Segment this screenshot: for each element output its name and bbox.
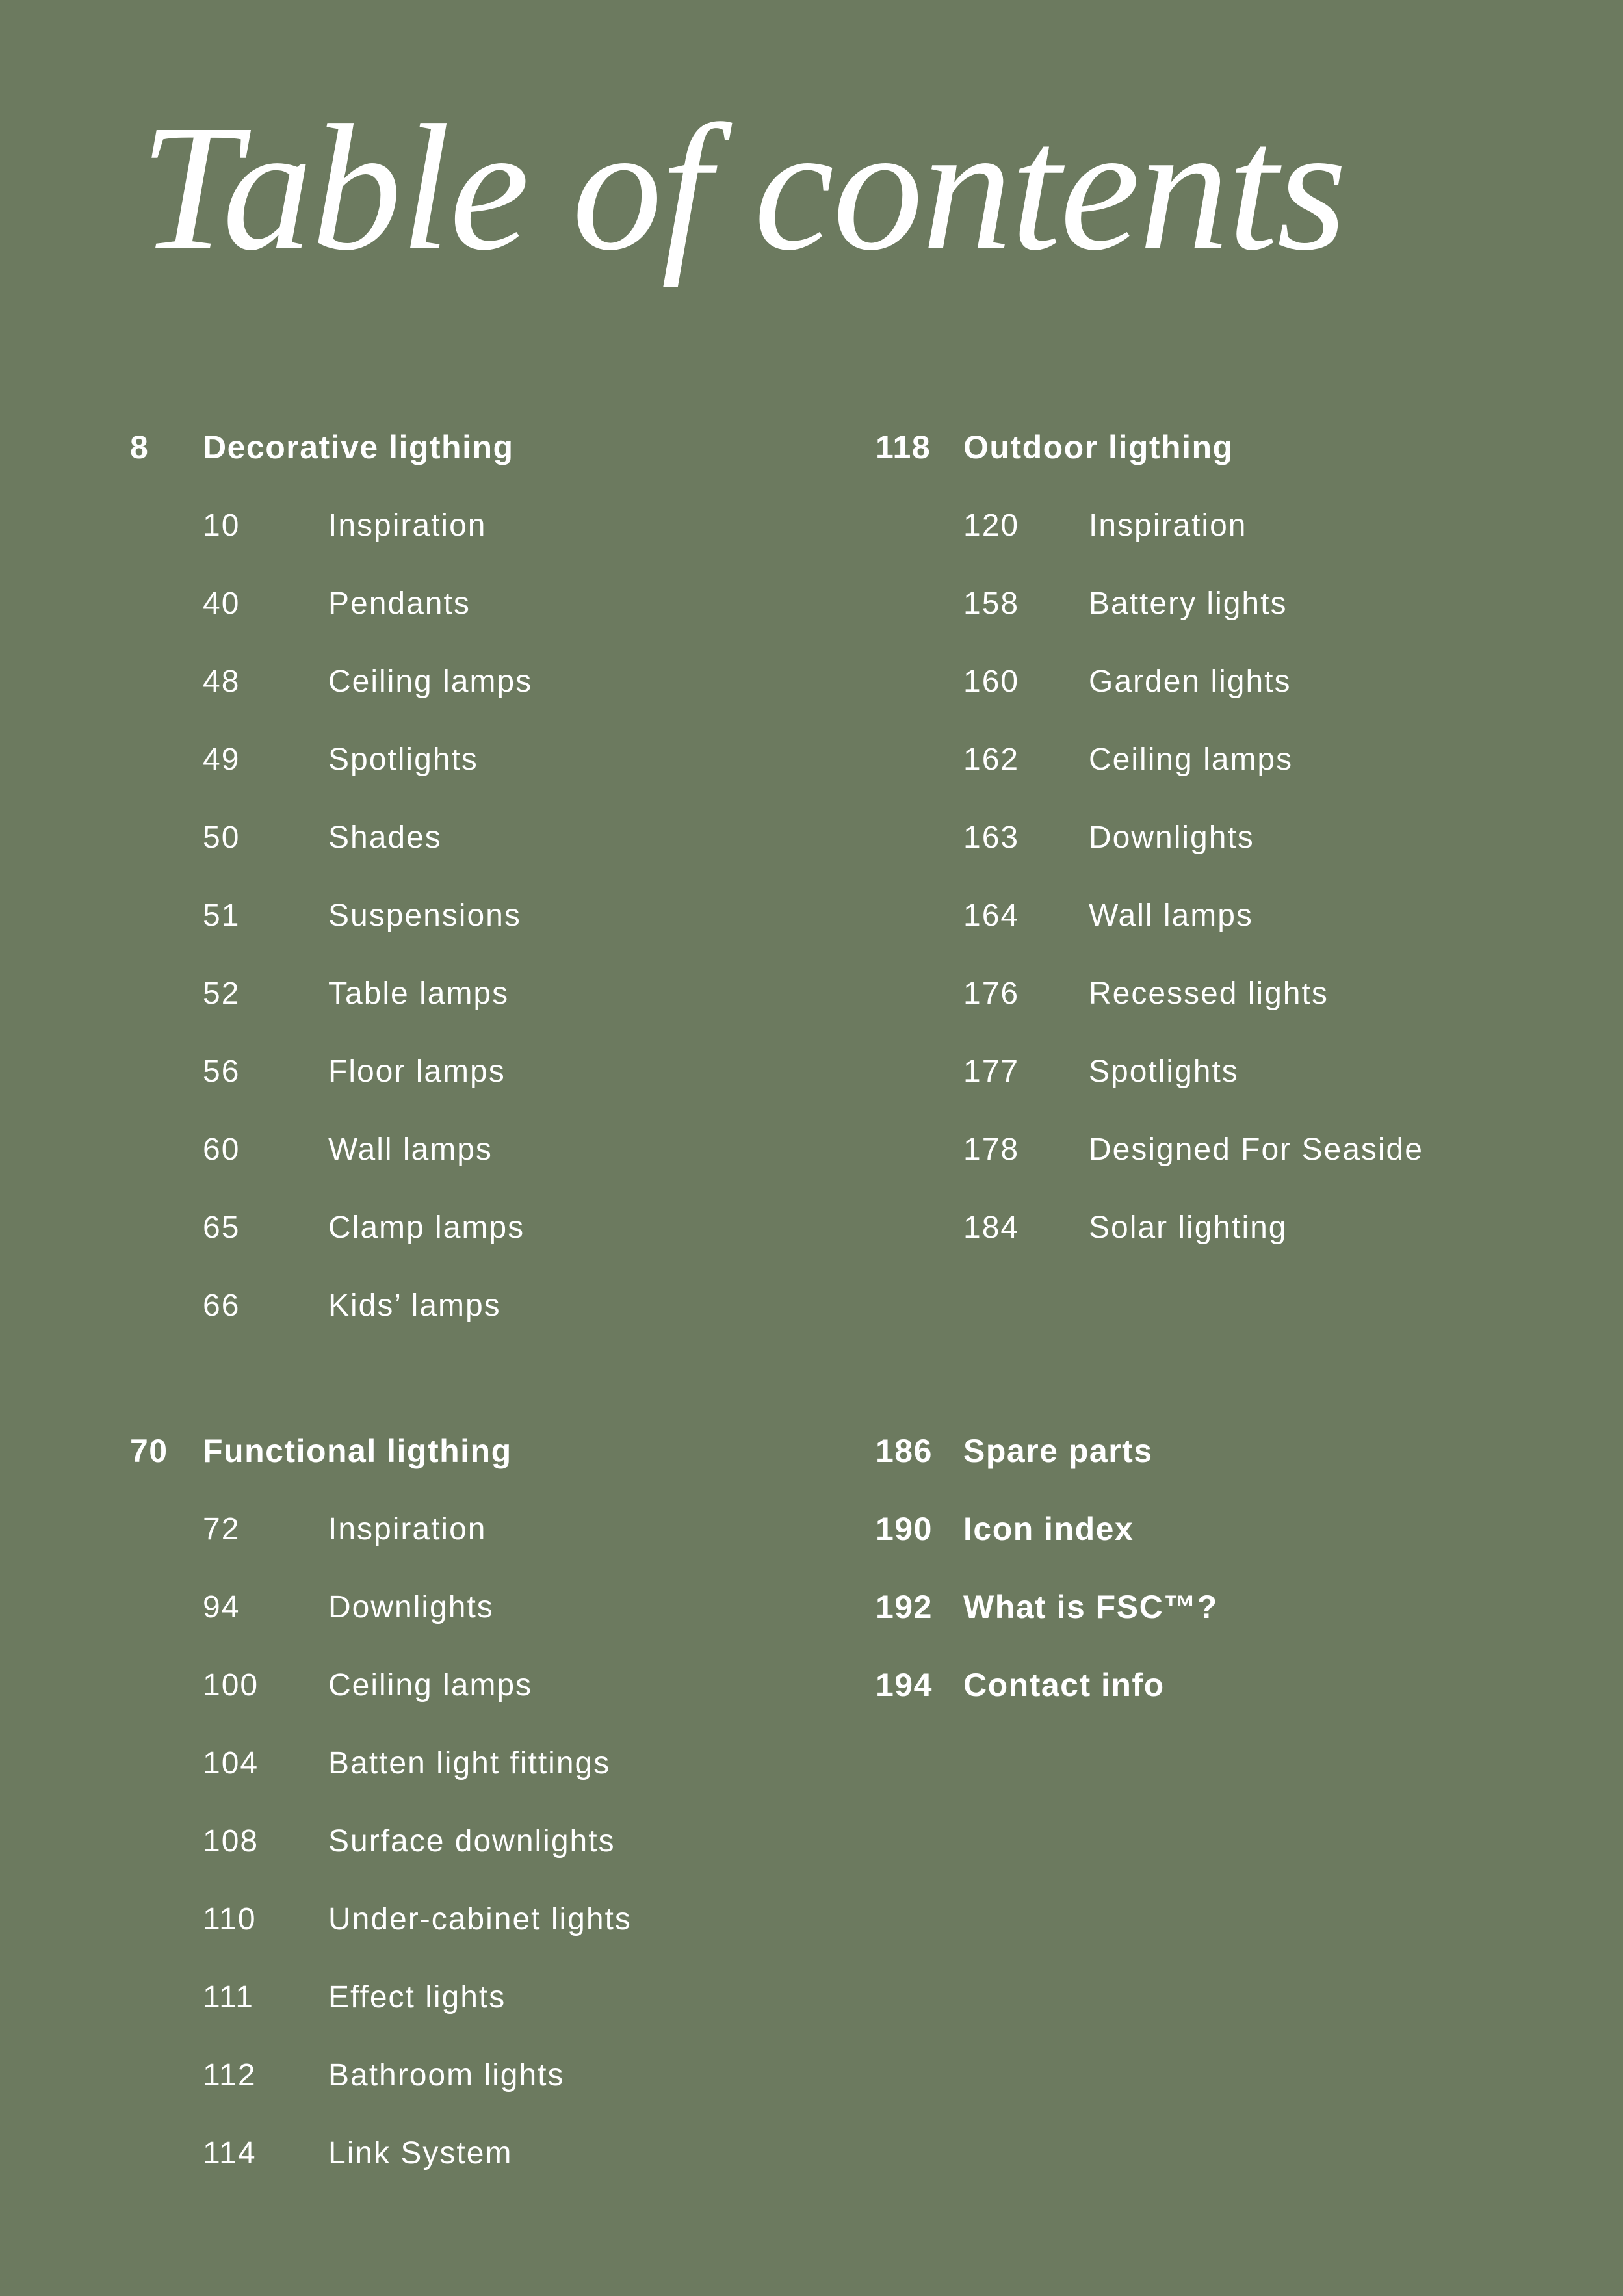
entry-label: Solar lighting [1089, 1210, 1288, 1245]
toc-entry[interactable] [963, 1110, 1423, 1188]
entry-label: Batten light fittings [328, 1745, 611, 1781]
toc-entry[interactable] [203, 1880, 632, 1958]
toc-entry[interactable] [203, 1032, 532, 1110]
section-heading-decorative[interactable] [130, 408, 532, 486]
entry-page-number: 112 [203, 2057, 257, 2093]
toc-entry[interactable] [963, 486, 1423, 564]
section-page-number: 190 [876, 1511, 933, 1547]
entry-page-number: 158 [963, 586, 1020, 621]
entry-label: Under-cabinet lights [328, 1901, 632, 1937]
section-heading-spare-parts[interactable] [876, 1412, 1218, 1490]
entry-page-number: 108 [203, 1823, 259, 1859]
entry-label: Ceiling lamps [328, 1667, 533, 1702]
section-items [130, 1490, 632, 2192]
toc-entry[interactable] [203, 1266, 532, 1344]
entry-page-number: 60 [203, 1132, 240, 1167]
section-title: Decorative ligthing [203, 429, 514, 465]
toc-entry[interactable] [203, 1958, 632, 2036]
entry-page-number: 163 [963, 820, 1020, 855]
entry-label: Spotlights [328, 742, 478, 777]
entry-page-number: 100 [203, 1667, 259, 1702]
entry-label: Designed For Seaside [1089, 1132, 1423, 1167]
entry-label: Ceiling lamps [328, 664, 533, 699]
entry-label: Inspiration [328, 508, 487, 543]
toc-entry[interactable] [203, 1490, 632, 1568]
entry-page-number: 65 [203, 1210, 240, 1245]
entry-page-number: 56 [203, 1054, 240, 1089]
entry-label: Recessed lights [1089, 976, 1329, 1011]
section-functional [130, 1412, 632, 2192]
section-title: What is FSC™? [963, 1589, 1218, 1625]
entry-label: Effect lights [328, 1979, 506, 2015]
entry-label: Suspensions [328, 898, 521, 933]
toc-entry[interactable] [203, 1568, 632, 1646]
entry-page-number: 164 [963, 898, 1020, 933]
section-heading-contact-info[interactable] [876, 1646, 1218, 1724]
toc-entry[interactable] [203, 954, 532, 1032]
entry-page-number: 162 [963, 742, 1020, 777]
entry-label: Spotlights [1089, 1054, 1239, 1089]
toc-entry[interactable] [203, 642, 532, 720]
entry-label: Downlights [328, 1589, 494, 1624]
entry-label: Wall lamps [1089, 898, 1253, 933]
section-heading-functional[interactable] [130, 1412, 632, 1490]
section-heading-icon-index[interactable] [876, 1490, 1218, 1568]
entry-page-number: 49 [203, 742, 240, 777]
entry-page-number: 52 [203, 976, 240, 1011]
page-title: Table of contents [140, 88, 1346, 288]
entry-page-number: 177 [963, 1054, 1020, 1089]
entry-page-number: 72 [203, 1511, 240, 1546]
entry-label: Bathroom lights [328, 2057, 565, 2093]
entry-page-number: 51 [203, 898, 240, 933]
section-page-number: 186 [876, 1433, 933, 1469]
toc-entry[interactable] [963, 642, 1423, 720]
section-page-number: 8 [130, 429, 149, 465]
section-outdoor [876, 408, 1423, 1266]
toc-entry[interactable] [203, 1724, 632, 1802]
entry-label: Link System [328, 2135, 513, 2171]
toc-entry[interactable] [963, 564, 1423, 642]
section-items [876, 486, 1423, 1266]
toc-entry[interactable] [963, 876, 1423, 954]
toc-entry[interactable] [203, 720, 532, 798]
section-title: Functional ligthing [203, 1433, 512, 1469]
toc-entry[interactable] [203, 876, 532, 954]
entry-label: Surface downlights [328, 1823, 616, 1859]
entry-page-number: 94 [203, 1589, 240, 1624]
entry-page-number: 10 [203, 508, 240, 543]
entry-page-number: 104 [203, 1745, 259, 1781]
entry-page-number: 66 [203, 1288, 240, 1323]
toc-entry[interactable] [203, 1646, 632, 1724]
entry-label: Pendants [328, 586, 471, 621]
toc-entry[interactable] [203, 798, 532, 876]
toc-entry[interactable] [963, 720, 1423, 798]
entry-page-number: 184 [963, 1210, 1020, 1245]
section-heading-fsc[interactable] [876, 1568, 1218, 1646]
entry-label: Wall lamps [328, 1132, 493, 1167]
section-title: Contact info [963, 1667, 1165, 1703]
toc-entry[interactable] [203, 2036, 632, 2114]
section-title: Icon index [963, 1511, 1134, 1547]
toc-entry[interactable] [963, 1188, 1423, 1266]
entry-label: Ceiling lamps [1089, 742, 1293, 777]
toc-entry[interactable] [203, 564, 532, 642]
section-title: Spare parts [963, 1433, 1153, 1469]
entry-label: Battery lights [1089, 586, 1288, 621]
entry-page-number: 50 [203, 820, 240, 855]
entry-label: Inspiration [1089, 508, 1247, 543]
entry-label: Clamp lamps [328, 1210, 525, 1245]
section-page-number: 70 [130, 1433, 168, 1469]
entry-label: Table lamps [328, 976, 510, 1011]
entry-label: Kids’ lamps [328, 1288, 501, 1323]
entry-label: Floor lamps [328, 1054, 506, 1089]
entry-page-number: 48 [203, 664, 240, 699]
toc-entry[interactable] [963, 798, 1423, 876]
section-page-number: 192 [876, 1589, 933, 1625]
toc-entry[interactable] [203, 2114, 632, 2192]
section-heading-outdoor[interactable] [876, 408, 1423, 486]
entry-page-number: 40 [203, 586, 240, 621]
entry-page-number: 111 [203, 1979, 254, 2015]
entry-label: Downlights [1089, 820, 1254, 855]
toc-entry[interactable] [203, 1110, 532, 1188]
toc-entry[interactable] [963, 1032, 1423, 1110]
entry-page-number: 160 [963, 664, 1020, 699]
toc-entry[interactable] [203, 1188, 532, 1266]
entry-label: Shades [328, 820, 442, 855]
toc-entry[interactable] [203, 1802, 632, 1880]
entry-page-number: 178 [963, 1132, 1020, 1167]
section-title: Outdoor ligthing [963, 429, 1234, 465]
toc-entry[interactable] [963, 954, 1423, 1032]
toc-entry[interactable] [203, 486, 532, 564]
section-page-number: 118 [876, 429, 931, 465]
entry-page-number: 110 [203, 1901, 257, 1937]
section-page-number: 194 [876, 1667, 933, 1703]
entry-page-number: 120 [963, 508, 1020, 543]
entry-label: Garden lights [1089, 664, 1292, 699]
entry-label: Inspiration [328, 1511, 487, 1546]
section-decorative [130, 408, 532, 1344]
section-items [130, 486, 532, 1344]
section-extras [876, 1412, 1218, 1724]
entry-page-number: 176 [963, 976, 1020, 1011]
entry-page-number: 114 [203, 2135, 257, 2171]
